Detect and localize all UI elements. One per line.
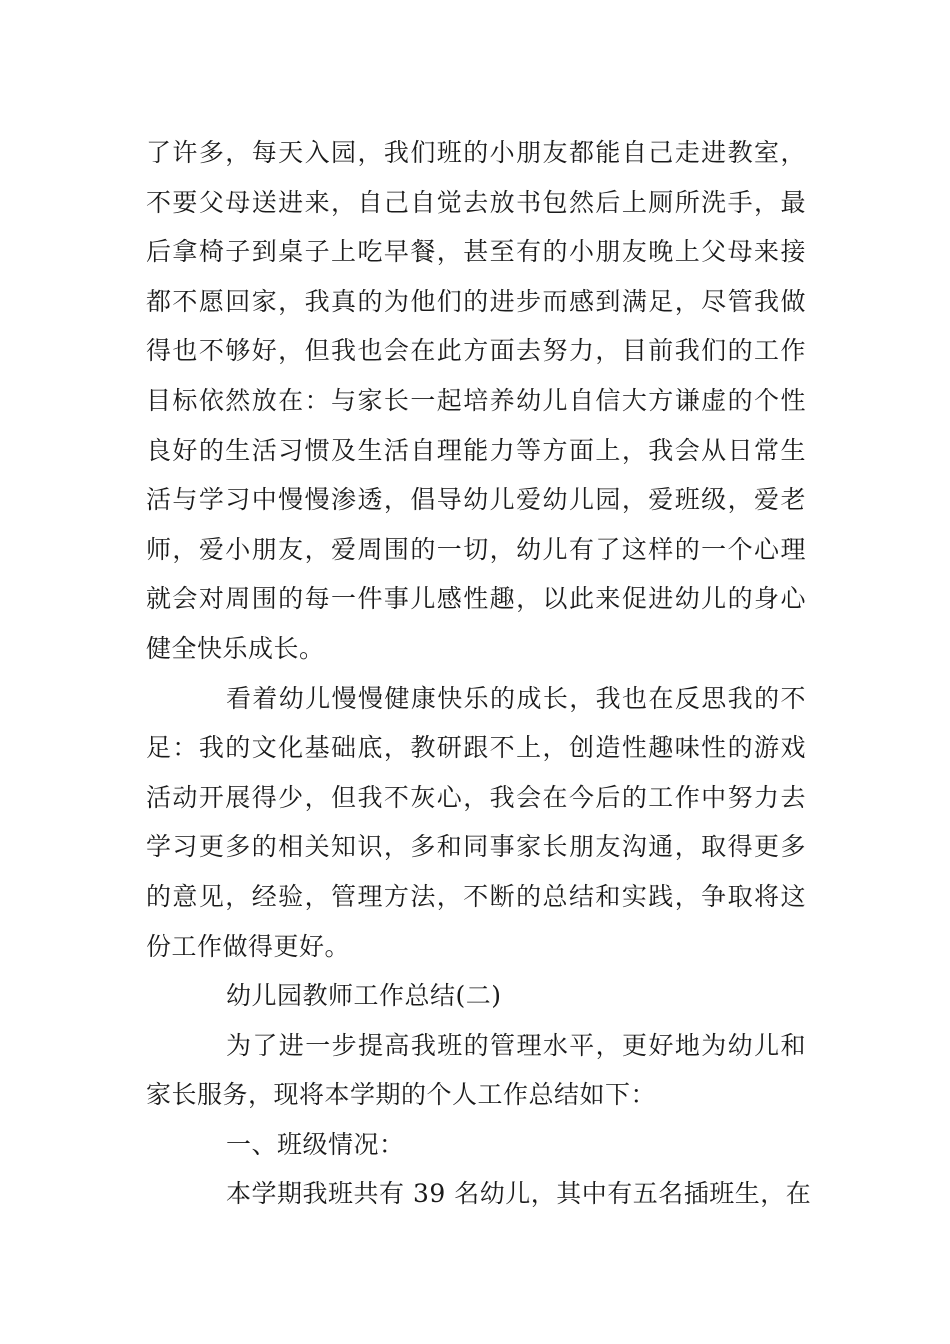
- text-line: 不要父母送进来，自己自觉去放书包然后上厕所洗手，最: [146, 187, 806, 217]
- text-line: 看着幼儿慢慢健康快乐的成长，我也在反思我的不: [226, 683, 806, 713]
- text-line: 后拿椅子到桌子上吃早餐，甚至有的小朋友晚上父母来接: [146, 237, 806, 267]
- text-line: 健全快乐成长。: [146, 633, 325, 663]
- text-line: 师，爱小朋友，爱周围的一切，幼儿有了这样的一个心理: [146, 534, 806, 564]
- text-line: 家长服务，现将本学期的个人工作总结如下：: [146, 1080, 657, 1110]
- text-line: 就会对周围的每一件事儿感性趣，以此来促进幼儿的身心: [146, 584, 806, 614]
- text-line: 为了进一步提高我班的管理水平，更好地为幼儿和: [226, 1030, 806, 1060]
- text-line: 本学期我班共有 39 名幼儿，其中有五名插班生，在: [226, 1179, 812, 1209]
- text-line: 活与学习中慢慢渗透，倡导幼儿爱幼儿园，爱班级，爱老: [146, 485, 806, 515]
- text-line: 足：我的文化基础底，教研跟不上，创造性趣味性的游戏: [146, 733, 806, 763]
- subsection-title: 一、班级情况：: [226, 1129, 405, 1159]
- text-line: 学习更多的相关知识，多和同事家长朋友沟通，取得更多: [146, 832, 806, 862]
- text-line: 得也不够好，但我也会在此方面去努力，目前我们的工作: [146, 336, 806, 366]
- text-line: 目标依然放在：与家长一起培养幼儿自信大方谦虚的个性: [146, 385, 806, 415]
- text-line: 良好的生活习惯及生活自理能力等方面上，我会从日常生: [146, 435, 806, 465]
- text-line: 的意见，经验，管理方法，不断的总结和实践，争取将这: [146, 881, 806, 911]
- text-line: 都不愿回家，我真的为他们的进步而感到满足，尽管我做: [146, 286, 806, 316]
- document-body: [146, 128, 812, 1219]
- section-title: 幼儿园教师工作总结(二): [226, 981, 502, 1011]
- text-line: 份工作做得更好。: [146, 931, 351, 961]
- text-line: 活动开展得少，但我不灰心，我会在今后的工作中努力去: [146, 782, 806, 812]
- text-line: 了许多，每天入园，我们班的小朋友都能自己走进教室，: [146, 138, 806, 167]
